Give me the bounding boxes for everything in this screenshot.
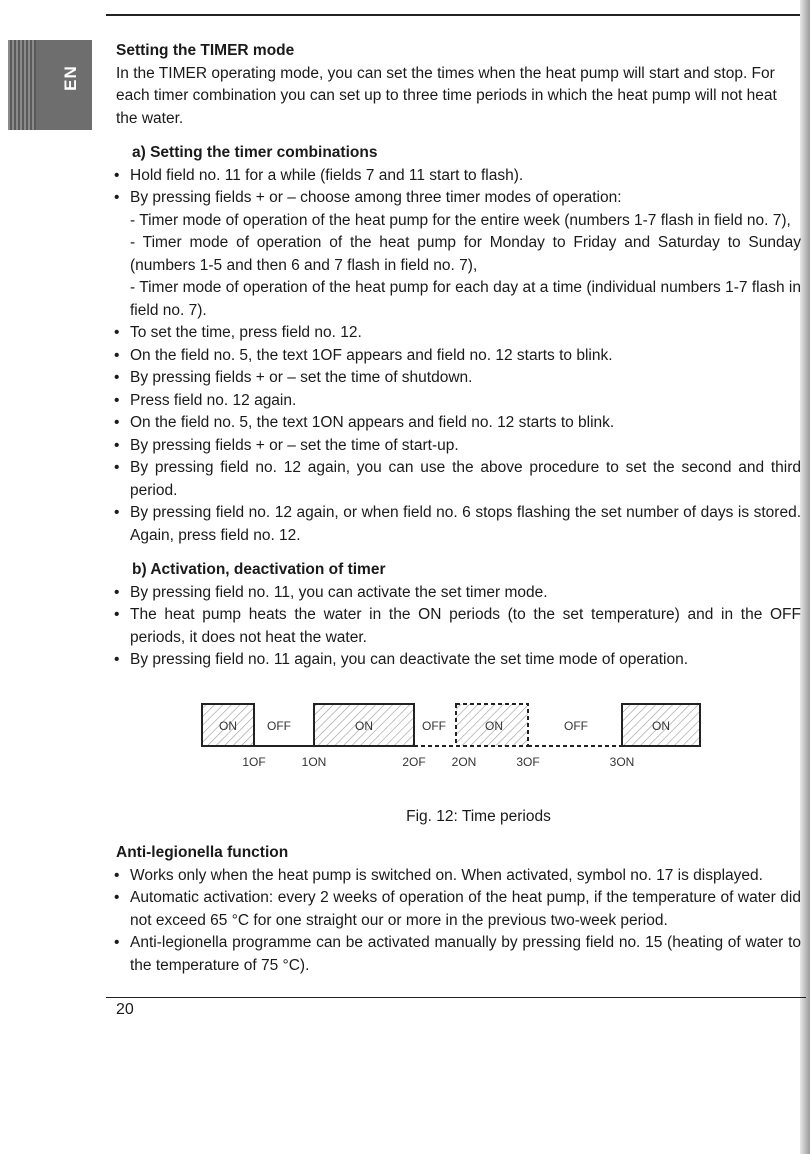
page-content bbox=[116, 40, 801, 977]
page-number: 20 bbox=[116, 1001, 134, 1018]
list-item: • Anti-legionella programme can be activated manually by pressing field no. 15 (heating of water to the temperature of 75 °C). bbox=[116, 932, 801, 977]
period-label: ON bbox=[219, 718, 237, 733]
list-item: • Works only when the heat pump is switched on. When activated, symbol no. 17 is displayed. bbox=[116, 865, 801, 888]
period-label: ON bbox=[355, 718, 373, 733]
bullets-a bbox=[116, 165, 801, 210]
timer-section-title: Setting the TIMER mode bbox=[116, 42, 295, 59]
time-periods-diagram bbox=[116, 684, 801, 804]
bottom-rule bbox=[106, 997, 806, 998]
list-item: • By pressing fields + or – set the time of shutdown. bbox=[116, 367, 801, 390]
time-label: 2OF bbox=[402, 754, 426, 769]
sub-a-title: a) Setting the timer combinations bbox=[132, 144, 378, 161]
figure-caption: Fig. 12: Time periods bbox=[406, 807, 551, 825]
list-item: • Hold field no. 11 for a while (fields 7 and 11 start to flash). bbox=[116, 165, 801, 188]
time-label: 3ON bbox=[609, 754, 635, 769]
bullets-a-cont bbox=[116, 322, 801, 547]
list-item: • By pressing field no. 11 again, you can deactivate the set time mode of operation. bbox=[116, 649, 801, 672]
legionella-bullets bbox=[116, 865, 801, 978]
time-label: 3OF bbox=[516, 754, 540, 769]
list-item: • By pressing fields + or – choose among three timer modes of operation: bbox=[116, 187, 801, 210]
list-item: • To set the time, press field no. 12. bbox=[116, 322, 801, 345]
language-tab bbox=[8, 40, 92, 130]
timer-mode-line: - Timer mode of operation of the heat pump for the entire week (numbers 1-7 flash in field no. 7), bbox=[130, 211, 791, 229]
list-item: • By pressing field no. 12 again, or when field no. 6 stops flashing the set number of days is stored. Again, press field no. 12. bbox=[116, 502, 801, 547]
legionella-title: Anti-legionella function bbox=[116, 844, 289, 861]
list-item: • Automatic activation: every 2 weeks of operation of the heat pump, if the temperature of water did not exceed 65 °C for one straight our or more in the previous two-week period. bbox=[116, 887, 801, 932]
bullets-b bbox=[116, 582, 801, 672]
list-item: • On the field no. 5, the text 1OF appears and field no. 12 starts to blink. bbox=[116, 345, 801, 368]
list-item: • On the field no. 5, the text 1ON appears and field no. 12 starts to blink. bbox=[116, 412, 801, 435]
period-label: OFF bbox=[564, 718, 588, 733]
page-edge-shadow bbox=[800, 0, 810, 1154]
list-item: • Press field no. 12 again. bbox=[116, 390, 801, 413]
list-item: • The heat pump heats the water in the ON periods (to the set temperature) and in the OFF periods, it does not heat the water. bbox=[116, 604, 801, 649]
time-label: 1ON bbox=[301, 754, 327, 769]
period-label: OFF bbox=[422, 718, 446, 733]
list-item: • By pressing field no. 12 again, you can use the above procedure to set the second and third period. bbox=[116, 457, 801, 502]
time-label: 1OF bbox=[242, 754, 266, 769]
sub-b-title: b) Activation, deactivation of timer bbox=[132, 561, 386, 578]
timer-mode-line: - Timer mode of operation of the heat pump for each day at a time (individual numbers 1-7 flash in field no. 7). bbox=[130, 279, 801, 319]
spacer bbox=[116, 828, 801, 842]
top-rule bbox=[106, 14, 806, 16]
timer-intro: In the TIMER operating mode, you can set the times when the heat pump will start and stop. For each timer combination you can set up to three time periods in which the heat pump will not heat the water. bbox=[116, 64, 777, 127]
period-label: OFF bbox=[267, 718, 291, 733]
period-label: ON bbox=[652, 718, 670, 733]
time-label: 2ON bbox=[451, 754, 477, 769]
period-label: ON bbox=[485, 718, 503, 733]
time-periods-svg bbox=[116, 684, 801, 794]
tab-stripes bbox=[8, 40, 36, 130]
language-label: EN bbox=[60, 65, 80, 91]
list-item: • By pressing field no. 11, you can activate the set timer mode. bbox=[116, 582, 801, 605]
timer-mode-line: - Timer mode of operation of the heat pump for Monday to Friday and Saturday to Sunday (numbers 1-5 and then 6 and 7 flash in field no. 7), bbox=[130, 234, 801, 274]
list-item: • By pressing fields + or – set the time of start-up. bbox=[116, 435, 801, 458]
